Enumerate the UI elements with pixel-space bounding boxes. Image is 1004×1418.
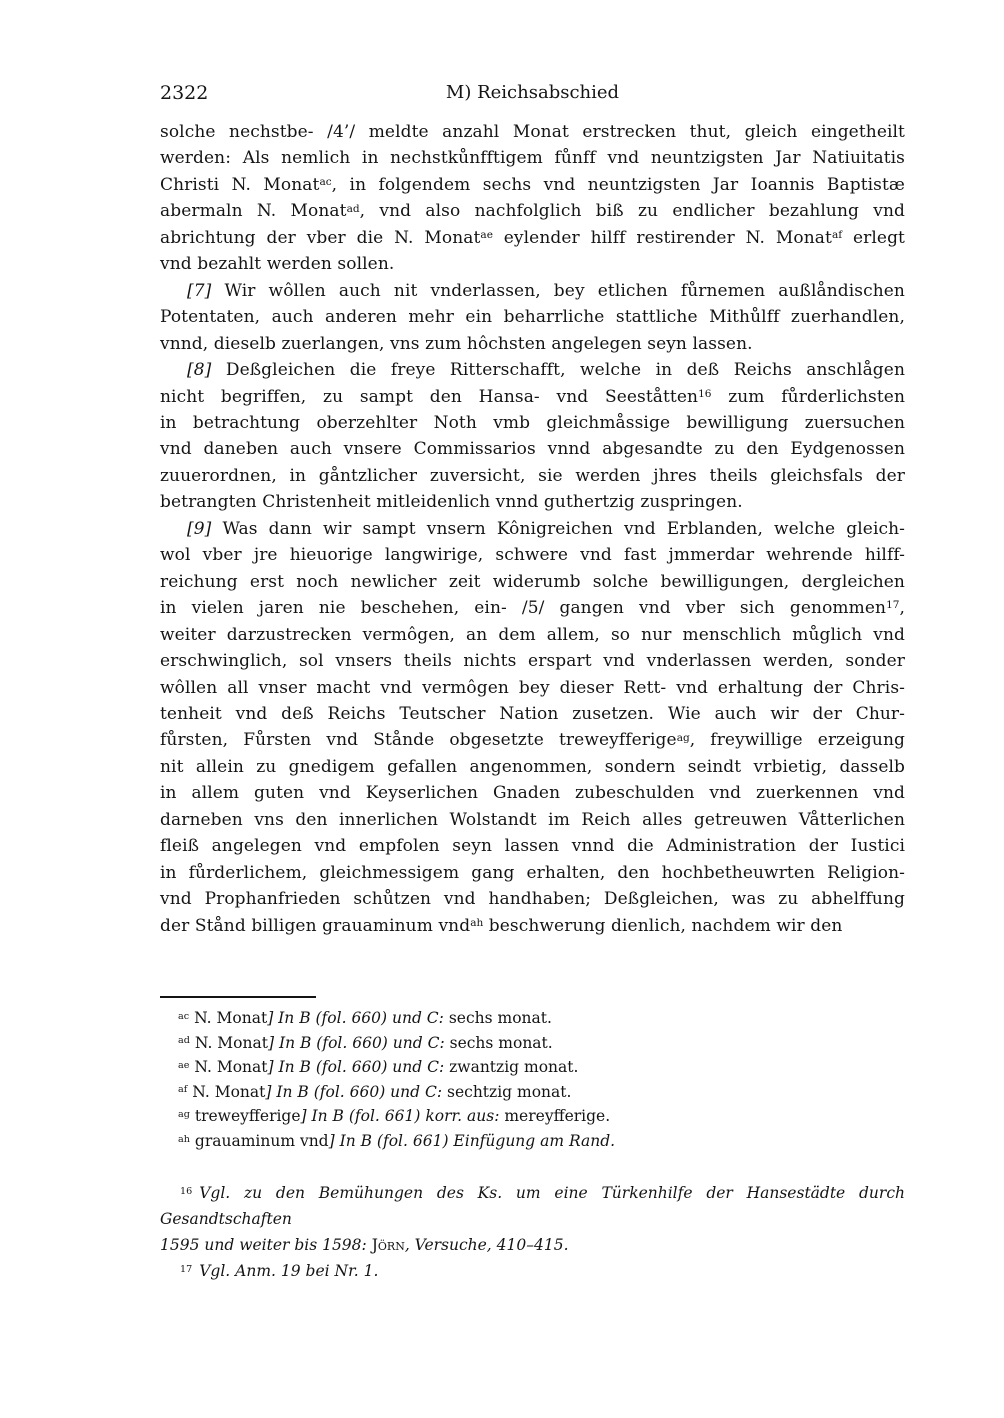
footnote-number: 17 xyxy=(180,1263,193,1275)
text-segment: erschwinglich, sol vnsers theils nichts erspart vnd vnderlassen werden, sonder xyxy=(160,651,905,672)
text-line xyxy=(160,1258,905,1284)
text-segment: in betrachtung oberzehlter Noth vmb gleichmåssige bewilligung zuersuchen xyxy=(160,412,905,433)
text-segment: nicht begriffen, zu sampt den Hansa- vnd Seeståtten xyxy=(160,386,699,407)
text-segment: [8] xyxy=(187,360,212,381)
text-segment: zuuerordnen, in gåntzlicher zuversicht, sie werden jhres theils gleichsfals der xyxy=(160,465,905,486)
text-segment: , in folgendem sechs vnd neuntzigsten Jar Ioannis Baptistæ xyxy=(331,174,906,195)
text-segment: N. Monat xyxy=(194,1033,268,1052)
text-segment: solche nechstbe- /4’/ meldte anzahl Monat erstrecken thut, gleich eingetheilt xyxy=(160,122,905,142)
text-segment: ] In B (fol. 660) und C: xyxy=(267,1009,444,1027)
text-segment: , xyxy=(899,598,905,619)
text-segment: vnd bezahlt werden sollen. xyxy=(160,254,395,275)
text-segment: reichung erst noch newlicher zeit widerumb solche bewilligungen, dergleichen xyxy=(160,571,905,592)
note-reference: ad xyxy=(346,202,360,215)
text-line xyxy=(160,675,905,701)
apparatus-entries xyxy=(160,1006,905,1154)
critical-apparatus xyxy=(160,996,905,1154)
text-segment: zum fůrderlichsten xyxy=(711,386,905,407)
apparatus-note-letter: ad xyxy=(178,1035,190,1047)
text-segment: erlegt xyxy=(842,227,905,248)
text-segment: zwantzig monat. xyxy=(444,1058,579,1077)
text-line xyxy=(160,833,905,859)
text-segment: wôllen all vnser macht vnd vermôgen bey dieser Rett- vnd erhaltung der Chris- xyxy=(160,677,905,698)
apparatus-note-letter: af xyxy=(178,1084,188,1096)
text-segment: in fůrderlichem, gleichmessigem gang erhalten, den hochbetheuwrten Religion- xyxy=(160,862,905,883)
text-segment: in vielen jaren nie beschehen, ein- /5/ gangen vnd vber sich genommen xyxy=(160,598,887,619)
text-segment: vnd Prophanfrieden schůtzen vnd handhaben; Deßgleichen, was zu abhelffung xyxy=(160,889,905,910)
text-segment: vnnd, dieselb zuerlangen, vns zum hôchsten angelegen seyn lassen. xyxy=(160,333,753,354)
text-line xyxy=(160,463,905,489)
text-segment: , Versuche, 410–415. xyxy=(404,1236,569,1254)
text-line xyxy=(160,780,905,806)
text-segment: fleiß angelegen vnd empfolen seyn lassen vnnd die Administration der Iustici xyxy=(160,836,905,857)
main-text xyxy=(160,119,905,939)
text-line xyxy=(160,145,905,171)
text-segment: Was dann wir sampt vnsern Kônigreichen vnd Erblanden, welche gleich- xyxy=(211,518,905,539)
apparatus-entry xyxy=(160,1129,905,1154)
text-line xyxy=(160,886,905,912)
text-segment: N. Monat xyxy=(194,1009,268,1027)
text-line xyxy=(160,489,905,515)
text-line xyxy=(160,1232,905,1258)
text-segment: [9] xyxy=(187,518,212,539)
text-segment: , freywillige erzeigung xyxy=(689,730,905,751)
text-line xyxy=(160,754,905,780)
apparatus-entry xyxy=(160,1080,905,1105)
text-segment: ] In B (fol. 661) Einfügung am Rand. xyxy=(328,1131,616,1150)
paragraph xyxy=(160,357,905,516)
apparatus-entry xyxy=(160,1031,905,1056)
text-segment: Jörn xyxy=(371,1236,405,1254)
text-line xyxy=(160,807,905,833)
text-line xyxy=(160,198,905,224)
text-segment: vnd daneben auch vnsere Commissarios vnnd abgesandte zu den Eydgenossen xyxy=(160,439,905,460)
text-segment: in allem guten vnd Keyserlichen Gnaden zubeschulden vnd zuerkennen vnd xyxy=(160,783,905,804)
paragraph xyxy=(160,278,905,357)
text-line xyxy=(160,648,905,674)
note-reference: 17 xyxy=(886,599,900,612)
text-segment: abrichtung der vber die N. Monat xyxy=(160,227,481,248)
apparatus-note-letter: ae xyxy=(178,1059,190,1071)
apparatus-entry xyxy=(160,1055,905,1080)
text-line xyxy=(160,727,905,753)
text-segment: ] In B (fol. 660) und C: xyxy=(267,1058,445,1077)
text-line xyxy=(160,701,905,727)
text-segment: ] In B (fol. 660) und C: xyxy=(265,1082,443,1101)
text-segment: ] In B (fol. 660) und C: xyxy=(267,1033,445,1052)
paragraph xyxy=(160,516,905,939)
text-segment: Vgl. Anm. 19 bei Nr. 1. xyxy=(199,1262,379,1280)
text-line xyxy=(160,384,905,410)
text-line xyxy=(160,119,905,145)
text-segment: weiter darzustrecken vermôgen, an dem allem, so nur menschlich můglich vnd xyxy=(160,624,905,645)
text-line xyxy=(160,622,905,648)
note-reference: af xyxy=(831,229,843,242)
text-segment: der Stånd billigen grauaminum vnd xyxy=(160,915,471,936)
apparatus-note-letter: ac xyxy=(178,1010,190,1022)
text-line xyxy=(160,516,905,542)
footnotes xyxy=(160,1180,905,1284)
text-segment: , vnd also nachfolglich biß zu endlicher bezahlung vnd xyxy=(359,201,905,222)
text-segment: nit allein zu gnedigem gefallen angenommen, sondern seindt vrbietig, dasselb xyxy=(160,756,905,777)
text-line xyxy=(160,251,905,277)
footnote-number: 16 xyxy=(180,1185,193,1197)
text-segment: tenheit vnd deß Reichs Teutscher Nation zusetzen. Wie auch wir der Chur- xyxy=(160,703,905,724)
footnote xyxy=(160,1180,905,1258)
text-line xyxy=(160,225,905,251)
apparatus-divider-rule xyxy=(160,996,316,998)
text-line xyxy=(160,410,905,436)
text-segment: 1595 und weiter bis 1598: xyxy=(160,1236,372,1254)
text-line xyxy=(160,357,905,383)
text-segment: fůrsten, Fůrsten vnd Stånde obgesetzte treweyfferige xyxy=(160,730,677,751)
text-segment: grauaminum vnd xyxy=(194,1131,329,1150)
text-segment: wol vber jre hieuorige langwirige, schwere vnd fast jmmerdar wehrende hilff- xyxy=(160,545,905,566)
text-line xyxy=(160,172,905,198)
apparatus-entry xyxy=(160,1006,905,1031)
text-line xyxy=(160,331,905,357)
text-segment: sechtzig monat. xyxy=(442,1082,572,1101)
page-header xyxy=(160,82,905,106)
running-title: M) Reichsabschied xyxy=(445,82,620,103)
text-segment: sechs monat. xyxy=(444,1033,553,1052)
text-line xyxy=(160,860,905,886)
text-segment: mereyfferige. xyxy=(499,1107,611,1126)
text-segment: Christi N. Monat xyxy=(160,174,320,195)
text-segment: eylender hilff restirender N. Monat xyxy=(492,227,832,248)
apparatus-note-letter: ag xyxy=(178,1109,190,1121)
text-segment: ] In B (fol. 661) korr. aus: xyxy=(300,1107,500,1126)
text-segment: N. Monat xyxy=(192,1082,266,1101)
text-line xyxy=(160,304,905,330)
page-number: 2322 xyxy=(160,82,209,104)
note-reference: ac xyxy=(319,176,332,189)
note-reference: ah xyxy=(470,916,484,929)
text-line xyxy=(160,436,905,462)
text-line xyxy=(160,278,905,304)
text-segment: Deßgleichen die freye Ritterschafft, welche in deß Reichs anschlågen xyxy=(211,360,905,381)
text-segment: [7] xyxy=(187,280,212,301)
note-reference: ae xyxy=(480,229,493,242)
text-segment: sechs monat. xyxy=(443,1009,552,1027)
text-segment: N. Monat xyxy=(194,1058,268,1077)
note-reference: 16 xyxy=(698,387,712,400)
footnote xyxy=(160,1258,905,1284)
text-line xyxy=(160,542,905,568)
text-segment: Potentaten, auch anderen mehr ein beharrliche stattliche Mithůlff zuerhandlen, xyxy=(160,307,905,328)
apparatus-note-letter: ah xyxy=(178,1133,190,1145)
text-segment: treweyfferige xyxy=(194,1107,301,1126)
text-segment: Vgl. zu den Bemühungen des Ks. um eine Türkenhilfe der Hansestädte durch Gesandtschaften xyxy=(160,1184,905,1228)
note-reference: ag xyxy=(676,731,690,744)
text-line xyxy=(160,1180,905,1232)
text-segment: beschwerung dienlich, nachdem wir den xyxy=(483,915,843,936)
paragraph xyxy=(160,119,905,278)
text-segment: betrangten Christenheit mitleidenlich vnnd guthertzig zuspringen. xyxy=(160,492,743,513)
text-segment: abermaln N. Monat xyxy=(160,201,347,222)
apparatus-entry xyxy=(160,1104,905,1129)
text-line xyxy=(160,913,905,939)
text-segment: werden: Als nemlich in nechstkůnfftigem fůnff vnd neuntzigsten Jar Natiuitatis xyxy=(160,148,905,169)
text-segment: Wir wôllen auch nit vnderlassen, bey etlichen fůrnemen außlåndischen xyxy=(211,280,905,301)
text-line xyxy=(160,569,905,595)
text-segment: darneben vns den innerlichen Wolstandt im Reich alles getreuwen Våtterlichen xyxy=(160,809,905,830)
text-line xyxy=(160,595,905,621)
